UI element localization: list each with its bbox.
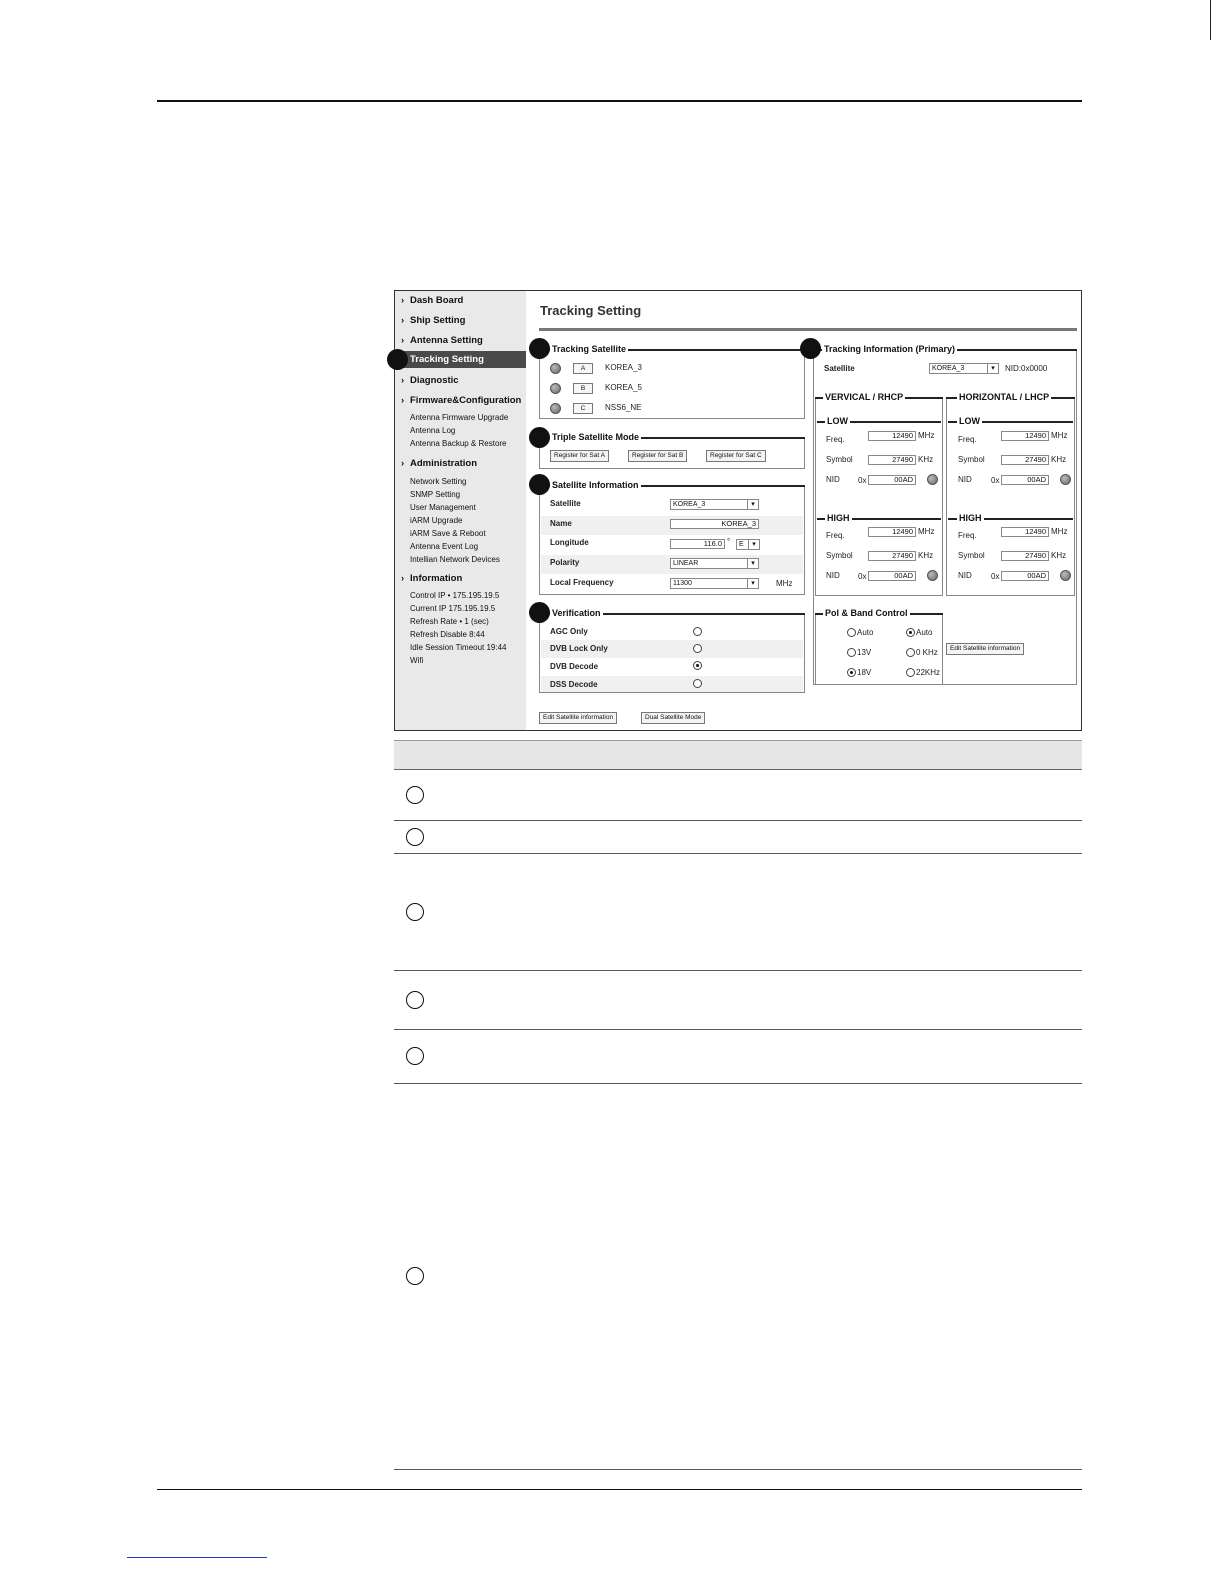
horizontal-lhcp-title: HORIZONTAL / LHCP xyxy=(959,392,1050,402)
verification-option-label: AGC Only xyxy=(550,627,588,636)
freq-label: Freq. xyxy=(826,531,845,540)
nav-administration[interactable]: › Administration xyxy=(401,458,478,469)
nav-sub-item[interactable]: Antenna Log xyxy=(410,426,456,435)
nid-label: NID xyxy=(958,475,972,484)
mhz-unit: MHz xyxy=(918,431,935,440)
pol-auto-radio[interactable] xyxy=(847,628,856,637)
verification-option-label: DVB Decode xyxy=(550,662,599,671)
symbol-label: Symbol xyxy=(958,551,985,560)
row-number-circle xyxy=(406,786,424,804)
table-header xyxy=(394,740,1082,770)
freq-label: Freq. xyxy=(958,435,977,444)
v-low-nid-input[interactable]: 00AD xyxy=(868,475,916,485)
local-frequency-label: Local Frequency xyxy=(550,578,614,587)
horizontal-low-title: LOW xyxy=(959,416,980,426)
tracking-setting-screenshot xyxy=(394,290,1082,731)
chevron-right-icon: › xyxy=(401,458,405,469)
vertical-high-title: HIGH xyxy=(827,513,850,523)
sat-b-name: KOREA_5 xyxy=(605,383,642,392)
info-current-ip: Current IP 175.195.19.5 xyxy=(410,604,496,613)
mhz-unit: MHz xyxy=(1051,527,1068,536)
sat-c-name: NSS6_NE xyxy=(605,403,642,412)
h-low-nid-input[interactable]: 00AD xyxy=(1001,475,1049,485)
agc-only-radio[interactable] xyxy=(693,627,702,636)
vertical-low-title: LOW xyxy=(827,416,848,426)
pol-band-control-title: Pol & Band Control xyxy=(825,608,908,618)
band-option-label: 22KHz xyxy=(916,668,941,677)
vertical-rhcp-title: VERVICAL / RHCP xyxy=(825,392,904,402)
v-high-freq-input[interactable]: 12490 xyxy=(868,527,916,537)
degree-symbol: ° xyxy=(727,537,731,546)
callout-marker-2 xyxy=(529,338,550,359)
satellite-information-title: Satellite Information xyxy=(552,480,639,490)
chevron-down-icon: ▾ xyxy=(747,559,758,568)
status-led-icon xyxy=(1060,474,1071,485)
status-led-icon xyxy=(550,403,561,414)
table-row-divider xyxy=(394,1083,1082,1084)
nav-sub-item[interactable]: SNMP Setting xyxy=(410,490,461,499)
symbol-label: Symbol xyxy=(826,551,853,560)
pol-13v-radio[interactable] xyxy=(847,648,856,657)
dvb-decode-radio[interactable] xyxy=(693,661,702,670)
nav-diagnostic[interactable]: › Diagnostic xyxy=(401,375,459,386)
verification-option-label: DVB Lock Only xyxy=(550,644,608,653)
freq-label: Freq. xyxy=(826,435,845,444)
nav-sub-item[interactable]: Network Setting xyxy=(410,477,467,486)
register-sat-b-button[interactable]: Register for Sat B xyxy=(628,450,687,462)
nid-readout: NID:0x0000 xyxy=(1005,364,1048,373)
nid-label: NID xyxy=(958,571,972,580)
satellite-select[interactable]: KOREA_3 ▾ xyxy=(670,499,759,510)
v-low-freq-input[interactable]: 12490 xyxy=(868,431,916,441)
mhz-unit: MHz xyxy=(1051,431,1068,440)
hex-prefix: 0x xyxy=(991,476,1000,485)
local-frequency-select[interactable]: 11300 ▾ xyxy=(670,578,759,589)
status-led-icon xyxy=(1060,570,1071,581)
band-option-label: Auto xyxy=(916,628,933,637)
nav-sub-item[interactable]: Antenna Event Log xyxy=(410,542,479,551)
row-number-circle xyxy=(406,828,424,846)
nav-firmware-configuration[interactable]: › Firmware&Configuration xyxy=(401,395,522,406)
bottom-rule xyxy=(157,1489,1082,1490)
dual-satellite-mode-button[interactable]: Dual Satellite Mode xyxy=(641,712,705,724)
lof-unit: MHz xyxy=(776,579,793,588)
register-sat-c-button[interactable]: Register for Sat C xyxy=(706,450,766,462)
top-rule xyxy=(157,100,1082,102)
band-option-label: 0 KHz xyxy=(916,648,938,657)
nav-sub-item[interactable]: Intellian Network Devices xyxy=(410,555,500,564)
tracking-satellite-select[interactable]: KOREA_3 ▾ xyxy=(929,363,999,374)
chevron-down-icon: ▾ xyxy=(987,364,998,373)
select-sat-c-button[interactable]: C xyxy=(573,403,593,414)
nav-sub-item[interactable]: Antenna Firmware Upgrade xyxy=(410,413,509,422)
table-row-divider xyxy=(394,1469,1082,1470)
nav-tracking-setting[interactable]: Tracking Setting xyxy=(395,351,526,368)
dss-decode-radio[interactable] xyxy=(693,679,702,688)
freq-label: Freq. xyxy=(958,531,977,540)
chevron-right-icon: › xyxy=(401,375,405,386)
chevron-down-icon: ▾ xyxy=(747,500,758,509)
horizontal-lhcp-panel xyxy=(946,397,1075,596)
row-number-circle xyxy=(406,1047,424,1065)
pol-option-label: 13V xyxy=(857,648,872,657)
row-number-circle xyxy=(406,1267,424,1285)
status-led-icon xyxy=(927,570,938,581)
name-label: Name xyxy=(550,519,572,528)
verification-title: Verification xyxy=(552,608,601,618)
nav-sub-item[interactable]: User Management xyxy=(410,503,476,512)
page-edge-line xyxy=(1210,0,1211,40)
chevron-right-icon: › xyxy=(401,295,405,306)
callout-marker-5 xyxy=(529,602,550,623)
chevron-down-icon: ▾ xyxy=(748,540,759,549)
pol-option-label: Auto xyxy=(857,628,874,637)
khz-unit: KHz xyxy=(918,551,934,560)
h-high-nid-input[interactable]: 00AD xyxy=(1001,571,1049,581)
status-led-icon xyxy=(550,363,561,374)
hex-prefix: 0x xyxy=(858,476,867,485)
v-high-nid-input[interactable]: 00AD xyxy=(868,571,916,581)
chevron-right-icon: › xyxy=(401,315,405,326)
tracking-satellite-label: Satellite xyxy=(824,364,855,373)
tracking-information-title: Tracking Information (Primary) xyxy=(824,344,956,354)
pol-18v-radio[interactable] xyxy=(847,668,856,677)
tracking-satellite-title: Tracking Satellite xyxy=(552,344,627,354)
symbol-label: Symbol xyxy=(826,455,853,464)
sat-a-name: KOREA_3 xyxy=(605,363,642,372)
longitude-input[interactable]: 116.0 xyxy=(670,539,725,549)
chevron-right-icon: › xyxy=(401,395,405,406)
callout-marker-1 xyxy=(387,349,408,370)
triple-mode-title: Triple Satellite Mode xyxy=(552,432,640,442)
page-title: Tracking Setting xyxy=(540,303,642,318)
v-high-symbol-input[interactable]: 27490 xyxy=(868,551,916,561)
h-low-symbol-input[interactable]: 27490 xyxy=(1001,455,1049,465)
name-input[interactable]: KOREA_3 xyxy=(670,519,759,529)
info-refresh-rate: Refresh Rate • 1 (sec) xyxy=(410,617,489,626)
band-22khz-radio[interactable] xyxy=(906,668,915,677)
h-high-symbol-input[interactable]: 27490 xyxy=(1001,551,1049,561)
nav-antenna-setting[interactable]: › Antenna Setting xyxy=(401,335,483,346)
polarity-label: Polarity xyxy=(550,558,580,567)
band-auto-radio[interactable] xyxy=(906,628,915,637)
band-0khz-radio[interactable] xyxy=(906,648,915,657)
longitude-direction-select[interactable]: E ▾ xyxy=(736,539,760,550)
verification-option-label: DSS Decode xyxy=(550,680,598,689)
info-idle-timeout: Idle Session Timeout 19:44 xyxy=(410,643,507,652)
callout-marker-3 xyxy=(529,427,550,448)
row-number-circle xyxy=(406,991,424,1009)
nid-label: NID xyxy=(826,571,840,580)
khz-unit: KHz xyxy=(1051,551,1067,560)
footer-link-underline xyxy=(127,1557,267,1558)
row-number-circle xyxy=(406,903,424,921)
symbol-label: Symbol xyxy=(958,455,985,464)
nav-dash-board[interactable]: › Dash Board xyxy=(401,295,464,306)
khz-unit: KHz xyxy=(1051,455,1067,464)
h-high-freq-input[interactable]: 12490 xyxy=(1001,527,1049,537)
satellite-label: Satellite xyxy=(550,499,581,508)
status-led-icon xyxy=(550,383,561,394)
dvb-lock-only-radio[interactable] xyxy=(693,644,702,653)
chevron-right-icon: › xyxy=(401,573,405,584)
hex-prefix: 0x xyxy=(858,572,867,581)
edit-satellite-information-button-right[interactable]: Edit Satellite information xyxy=(946,643,1024,655)
mhz-unit: MHz xyxy=(918,527,935,536)
pol-option-label: 18V xyxy=(857,668,872,677)
info-wifi: Wifi xyxy=(410,656,424,665)
table-row-divider xyxy=(394,1029,1082,1030)
status-led-icon xyxy=(927,474,938,485)
table-row-divider xyxy=(394,970,1082,971)
h-low-freq-input[interactable]: 12490 xyxy=(1001,431,1049,441)
nav-ship-setting[interactable]: › Ship Setting xyxy=(401,315,466,326)
callout-marker-6 xyxy=(800,338,821,359)
v-low-symbol-input[interactable]: 27490 xyxy=(868,455,916,465)
table-row-divider xyxy=(394,853,1082,854)
title-underline xyxy=(539,328,1077,331)
khz-unit: KHz xyxy=(918,455,934,464)
longitude-label: Longitude xyxy=(550,538,589,547)
nid-label: NID xyxy=(826,475,840,484)
info-control-ip: Control IP • 175.195.19.5 xyxy=(410,591,500,600)
register-sat-a-button[interactable]: Register for Sat A xyxy=(550,450,609,462)
polarity-select[interactable]: LINEAR ▾ xyxy=(670,558,759,569)
table-row-divider xyxy=(394,820,1082,821)
horizontal-high-title: HIGH xyxy=(959,513,982,523)
nav-sub-item[interactable]: iARM Save & Reboot xyxy=(410,529,486,538)
edit-satellite-information-button[interactable]: Edit Satellite information xyxy=(539,712,617,724)
nav-sub-item[interactable]: iARM Upgrade xyxy=(410,516,463,525)
info-refresh-disable: Refresh Disable 8:44 xyxy=(410,630,485,639)
nav-sub-item[interactable]: Antenna Backup & Restore xyxy=(410,439,507,448)
chevron-down-icon: ▾ xyxy=(747,579,758,588)
sidebar xyxy=(395,291,526,730)
vertical-rhcp-panel xyxy=(815,397,943,596)
chevron-right-icon: › xyxy=(401,335,405,346)
nav-information[interactable]: › Information xyxy=(401,573,463,584)
hex-prefix: 0x xyxy=(991,572,1000,581)
select-sat-a-button[interactable]: A xyxy=(573,363,593,374)
select-sat-b-button[interactable]: B xyxy=(573,383,593,394)
callout-marker-4 xyxy=(529,474,550,495)
